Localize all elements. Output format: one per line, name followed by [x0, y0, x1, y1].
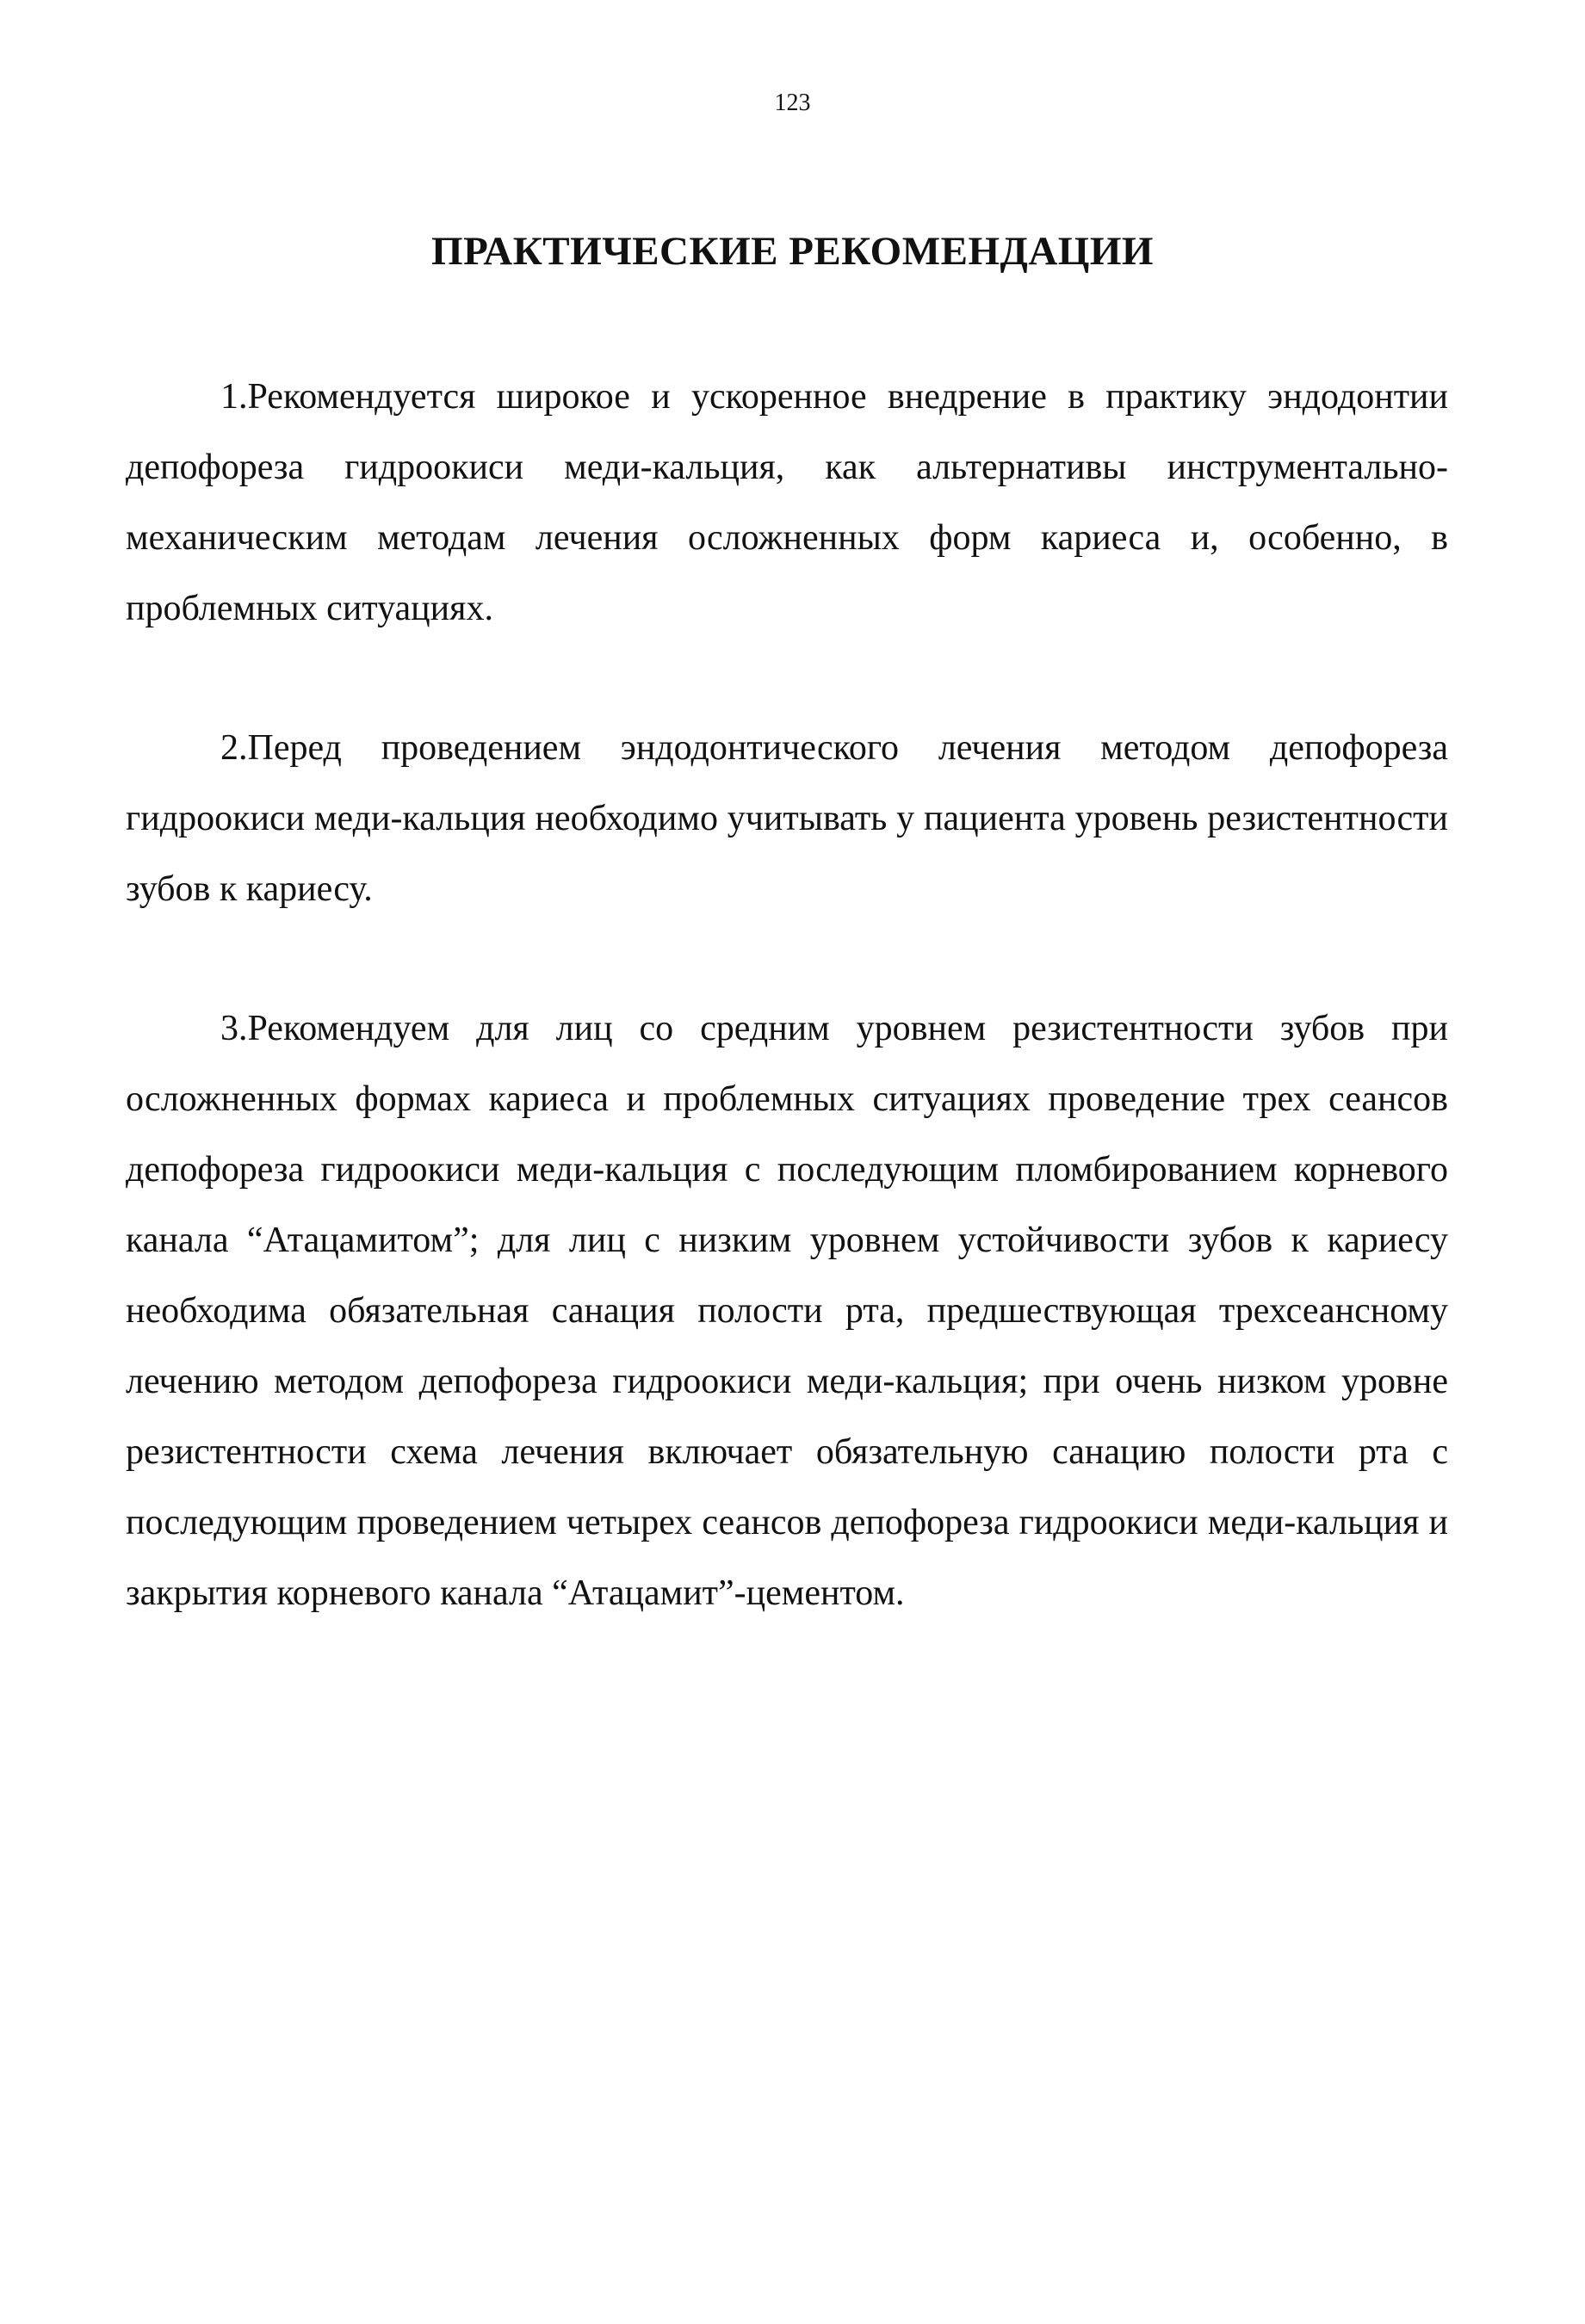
page-title: ПРАКТИЧЕСКИЕ РЕКОМЕНДАЦИИ [431, 229, 1154, 274]
recommendation-paragraph-3: 3.Рекомендуем для лиц со средним уровнем резистентности зубов при осложненных формах кариеса и проблемных ситуациях проведение трех сеансов депофореза гидроокиси меди-кальция с последующим пломбированием корневого канала “Атацамитом”; для лиц с низким уровнем устойчивости зубов к кариесу необходима обязательная санация полости рта, предшествующая трехсеансному лечению методом депофореза гидроокиси меди-кальция; при очень низком уровне резистентности схема лечения включает обязательную санацию полости рта с последующим проведением четырех сеансов депофореза гидроокиси меди-кальция и закрытия корневого канала “Атацамит”-цементом. [126, 1009, 1448, 1613]
recommendation-paragraph-2: 2.Перед проведением эндодонтического лечения методом депофореза гидроокиси меди-кальция необходимо учитывать у пациента уровень резистентности зубов к кариесу. [126, 728, 1448, 909]
recommendation-paragraph-1: 1.Рекомендуется широкое и ускоренное внедрение в практику эндодонтии депофореза гидроокиси меди-кальция, как альтернативы инструментально-механическим методам лечения осложненных форм кариеса и, особенно, в проблемных ситуациях. [126, 377, 1448, 628]
page-number: 123 [774, 90, 811, 116]
